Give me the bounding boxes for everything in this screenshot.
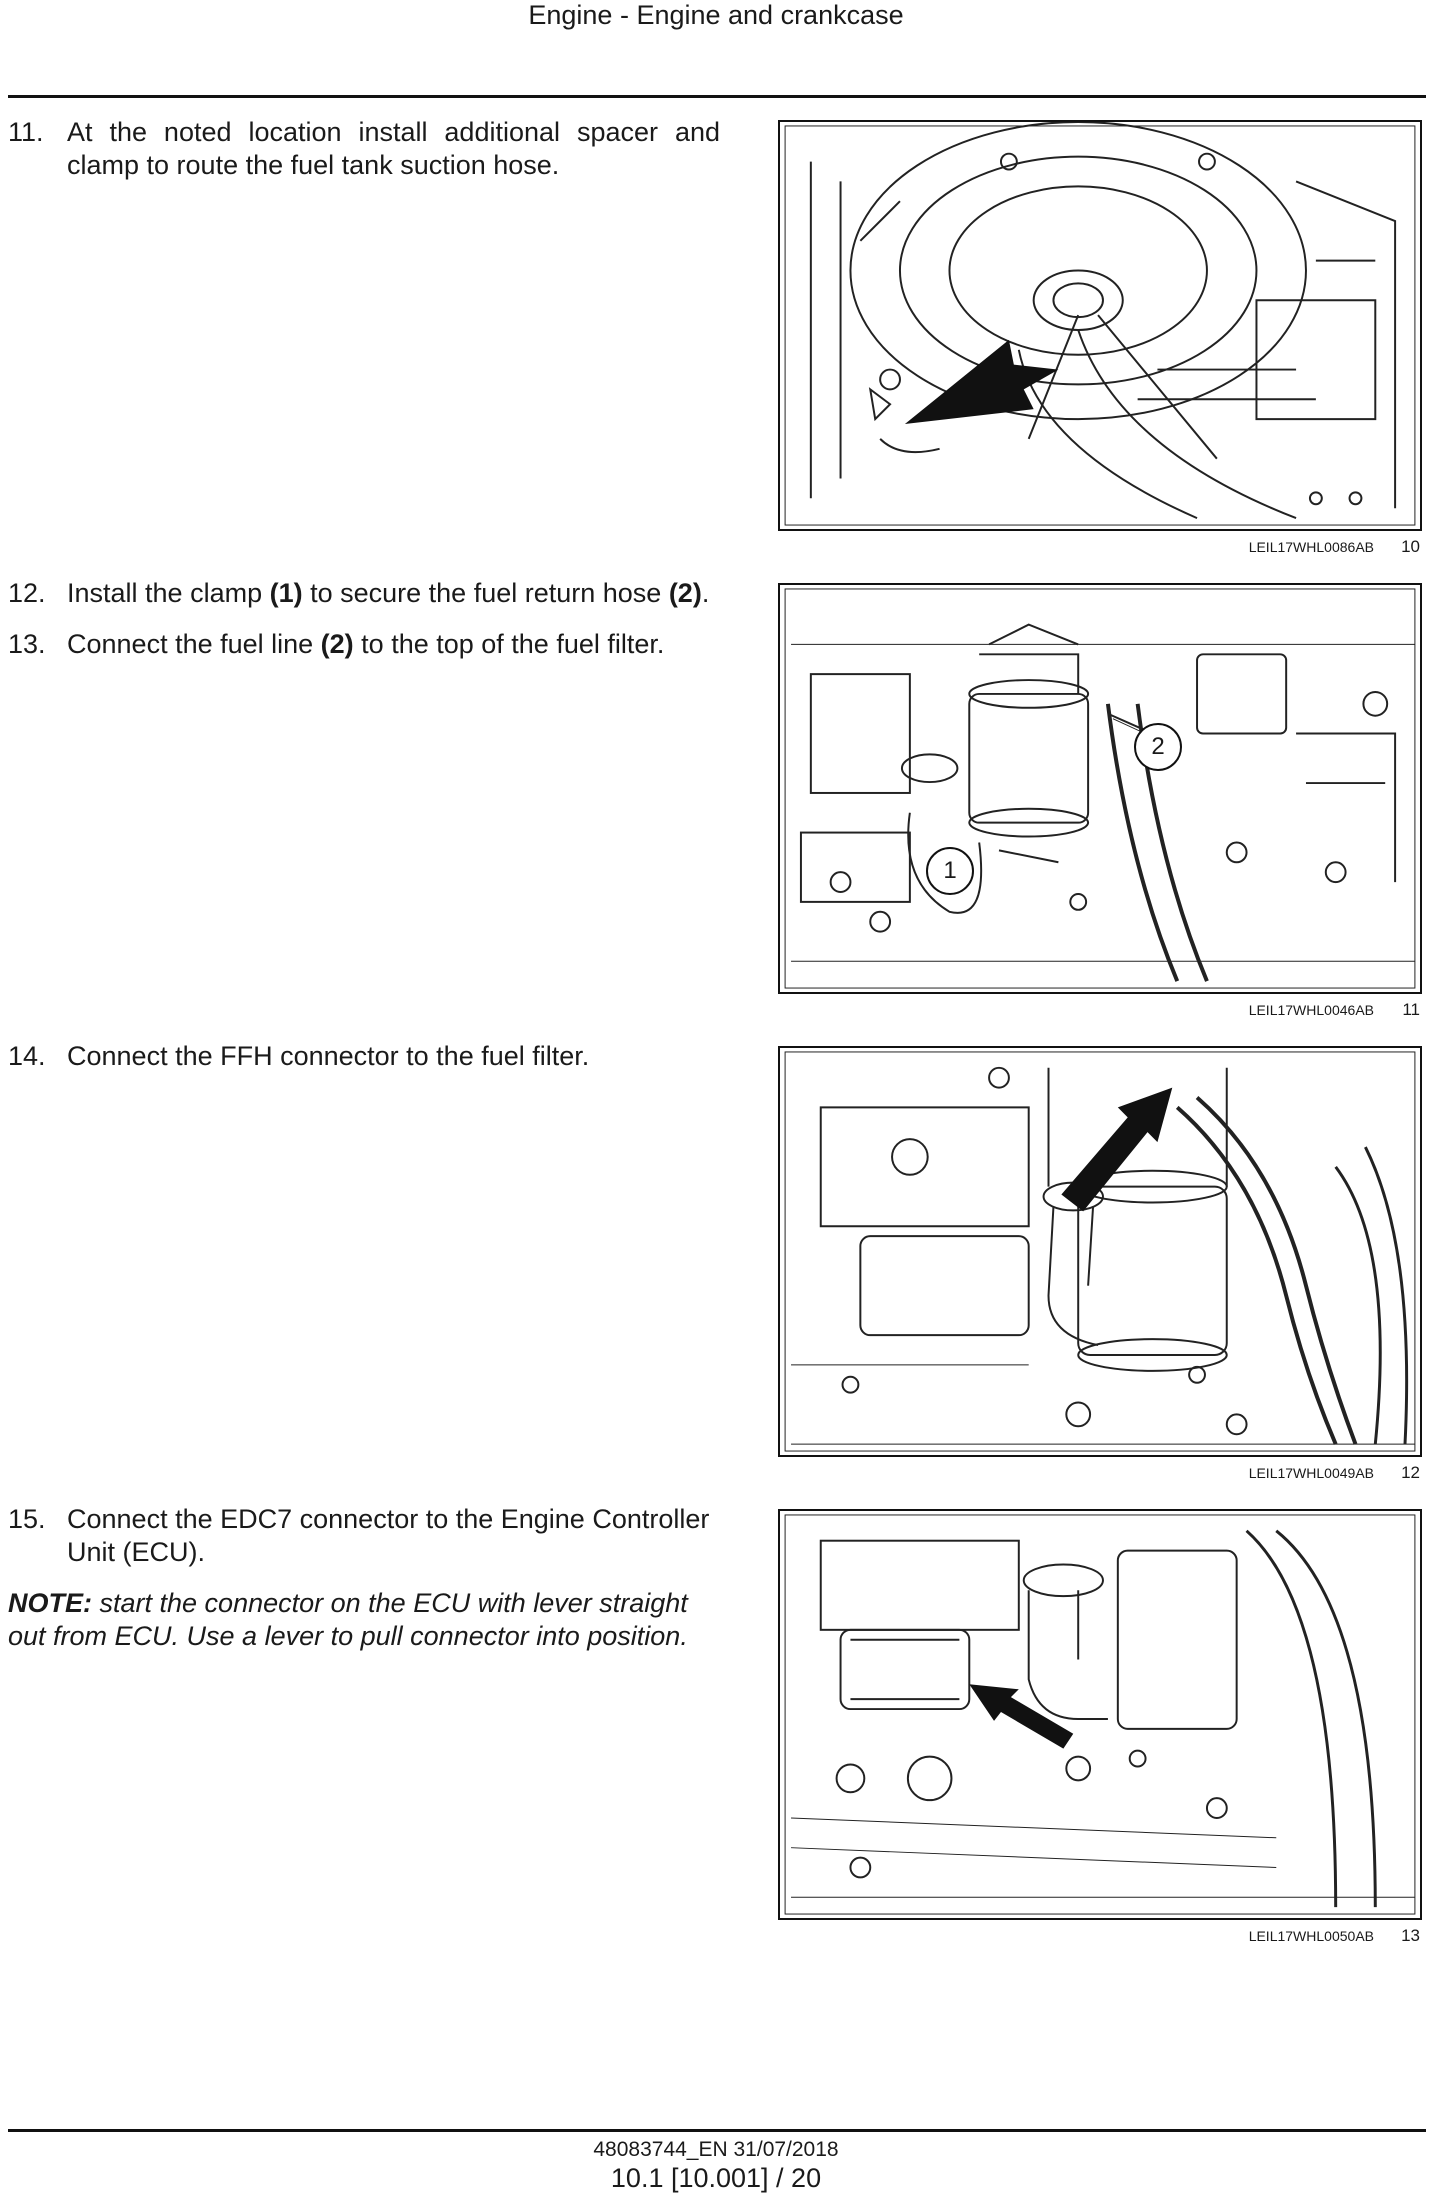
callout-2: 2 (1134, 723, 1182, 771)
step-number: 13. (8, 629, 46, 659)
step-text: Connect the EDC7 connector to the Engine Controller Unit (ECU). (67, 1504, 710, 1567)
figure-number: 13 (1401, 1926, 1420, 1945)
figure-code: LEIL17WHL0049AB (1248, 1465, 1374, 1481)
note (8, 1587, 720, 1657)
figure-code: LEIL17WHL0086AB (1248, 539, 1374, 555)
figure-13-ecu-connector-illustration (778, 1509, 1422, 1920)
figure-number: 12 (1401, 1463, 1420, 1482)
step-text: Connect the fuel line (2) to the top of the fuel filter. (67, 629, 665, 659)
figure-10-caption (778, 539, 1426, 559)
header-rule (8, 95, 1426, 98)
figure-code: LEIL17WHL0050AB (1248, 1928, 1374, 1944)
step-14 (8, 1040, 720, 1073)
note-text: start the connector on the ECU with lever straight out from ECU. Use a lever to pull connector into position. (8, 1588, 688, 1651)
step-text: Connect the FFH connector to the fuel filter. (67, 1041, 590, 1071)
step-number: 12. (8, 578, 46, 608)
figure-13-caption (778, 1928, 1426, 1948)
step-15 (8, 1503, 720, 1573)
page-header-title: Engine - Engine and crankcase (528, 0, 904, 30)
step-number: 15. (8, 1504, 46, 1534)
step-number: 11. (8, 117, 44, 147)
figure-11-fuel-filter-illustration (778, 583, 1422, 994)
callout-1: 1 (926, 847, 974, 895)
step-12 (8, 577, 720, 610)
figure-11-caption (778, 1002, 1426, 1022)
note-label: NOTE: (8, 1588, 92, 1618)
figure-12-caption (778, 1465, 1426, 1485)
step-text: At the noted location install additional spacer and clamp to route the fuel tank suction hose. (67, 117, 720, 180)
step-text: Install the clamp (1) to secure the fuel return hose (2). (67, 578, 710, 608)
step-11 (8, 116, 720, 186)
step-13 (8, 628, 720, 661)
figure-number: 10 (1401, 537, 1420, 556)
figure-number: 11 (1402, 1000, 1420, 1019)
step-number: 14. (8, 1041, 46, 1071)
footer-rule (8, 2129, 1426, 2132)
figure-12-ffh-connector-illustration (778, 1046, 1422, 1457)
figure-code: LEIL17WHL0046AB (1248, 1002, 1374, 1018)
footer-document-info: 48083744_EN 31/07/2018 (593, 2138, 839, 2161)
footer-page-number: 10.1 [10.001] / 20 (610, 2163, 822, 2193)
figure-10-engine-flywheel-illustration (778, 120, 1422, 531)
